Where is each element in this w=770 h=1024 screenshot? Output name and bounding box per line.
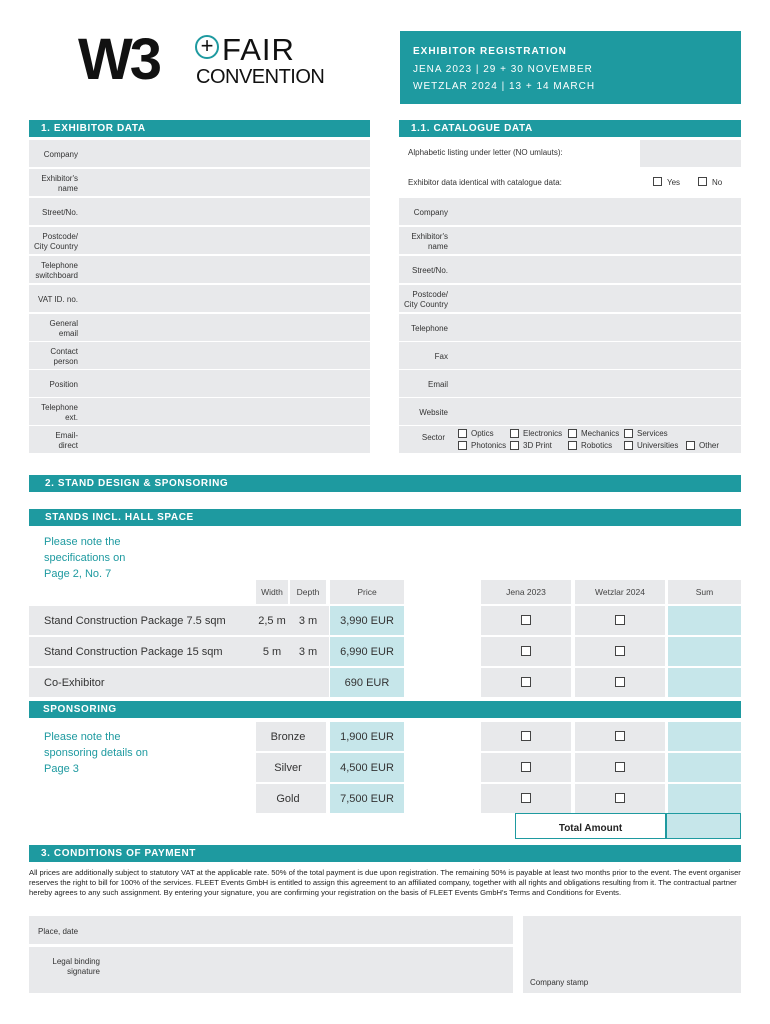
stand-width <box>256 668 288 697</box>
sector-label-services: Services <box>637 429 668 438</box>
jena-checkbox[interactable] <box>521 615 531 625</box>
exhibitor-field-label: Contact person <box>50 347 78 366</box>
place-date-label: Place, date <box>38 927 79 936</box>
sector-checkbox[interactable] <box>458 429 467 438</box>
jena-header: Jena 2023 <box>481 580 571 604</box>
jena-checkbox[interactable] <box>521 646 531 656</box>
sector-checkbox[interactable] <box>568 441 577 450</box>
exhibitor-field[interactable] <box>29 370 370 397</box>
wetzlar-checkbox[interactable] <box>615 646 625 656</box>
payment-conditions-text: All prices are additionally subject to statutory VAT at the applicable rate. 50% of the total payment is due upon registration. The remaining 50% is payable at least two months prior to the event. The event organiser reserves the right to bill for 100% of the services. FLEET Events GmbH is entitled to assign this agreement to an affiliated company, together with all rights and obligations resulting from it. The contractual partner hereby agrees to any such assignment. By entering your signature, you are confirming your registration on the basis of FLEET Events GmbH's Terms and Conditions for Events. <box>29 868 741 898</box>
stand-name: Stand Construction Package 7.5 sqm <box>44 614 226 627</box>
stand-price: 690 EUR <box>330 668 404 697</box>
place-date-field[interactable] <box>29 916 513 944</box>
catalogue-field-label: Company <box>413 208 448 217</box>
sector-label-other: Other <box>699 441 720 450</box>
logo <box>78 27 338 95</box>
exhibitor-field[interactable] <box>29 256 370 283</box>
no-checkbox[interactable] <box>698 177 707 186</box>
sponsor-price: 1,900 EUR <box>330 722 404 751</box>
sector-label-mechanics: Mechanics <box>581 429 620 438</box>
exhibitor-field[interactable] <box>29 398 370 425</box>
logo-w3: W3 <box>78 27 159 92</box>
catalogue-field[interactable] <box>399 342 741 369</box>
depth-header: Depth <box>290 580 326 604</box>
wetzlar-header: Wetzlar 2024 <box>575 580 665 604</box>
exhibitor-field[interactable] <box>29 169 370 196</box>
total-label: Total Amount <box>558 822 623 834</box>
sponsor-tier: Bronze <box>270 730 306 743</box>
exhibitor-field-label: Exhibitor's name <box>41 174 78 193</box>
alphabetic-input[interactable] <box>640 140 741 167</box>
exhibitor-field-label: Email- direct <box>55 431 78 450</box>
exhibitor-field-label: General email <box>49 319 78 338</box>
section11-title: 1.1. CATALOGUE DATA <box>399 120 741 137</box>
catalogue-field-label: Email <box>427 380 448 389</box>
section3-title: 3. CONDITIONS OF PAYMENT <box>29 845 741 862</box>
header-jena: JENA 2023 | 29 + 30 NOVEMBER <box>413 64 593 75</box>
alphabetic-label: Alphabetic listing under letter (NO umlauts): <box>408 148 563 157</box>
sector-checkbox[interactable] <box>510 429 519 438</box>
catalogue-field-label: Street/No. <box>411 266 448 275</box>
sponsor-tier: Silver <box>274 761 302 774</box>
logo-convention: CONVENTION <box>196 66 325 88</box>
catalogue-field-label: Exhibitor's name <box>411 232 448 251</box>
exhibitor-field-label: VAT ID. no. <box>37 295 78 304</box>
sponsor-price: 7,500 EUR <box>330 784 404 813</box>
no-label: No <box>712 178 723 187</box>
exhibitor-field-label: Position <box>49 380 78 389</box>
sector-checkbox[interactable] <box>624 429 633 438</box>
catalogue-field[interactable] <box>399 285 741 312</box>
stand-name: Co-Exhibitor <box>44 676 105 689</box>
logo-plus: + <box>200 33 214 58</box>
stand-depth: 3 m <box>298 614 318 627</box>
catalogue-field-label: Website <box>419 408 448 417</box>
sector-checkbox[interactable] <box>686 441 695 450</box>
sum-field[interactable] <box>668 606 741 635</box>
sponsoring-title: SPONSORING <box>29 701 741 718</box>
sum-header: Sum <box>668 580 741 604</box>
catalogue-field[interactable] <box>399 370 741 397</box>
signature-label: Legal binding signature <box>52 957 100 976</box>
exhibitor-field-label: Street/No. <box>41 208 78 217</box>
catalogue-field[interactable] <box>399 314 741 341</box>
jena-checkbox[interactable] <box>521 793 531 803</box>
sum-field[interactable] <box>668 784 741 813</box>
catalogue-field-label: Telephone <box>411 324 448 333</box>
sponsor-tier: Gold <box>276 792 300 805</box>
header-box <box>400 31 741 104</box>
exhibitor-field[interactable] <box>29 426 370 453</box>
jena-checkbox[interactable] <box>521 731 531 741</box>
identical-label: Exhibitor data identical with catalogue data: <box>408 178 562 187</box>
stand-depth: 3 m <box>298 645 318 658</box>
sector-label-photonics: Photonics <box>471 441 507 450</box>
stand-price: 6,990 EUR <box>330 637 404 666</box>
exhibitor-field-label: Telephone ext. <box>41 403 78 422</box>
wetzlar-checkbox[interactable] <box>615 731 625 741</box>
jena-checkbox[interactable] <box>521 677 531 687</box>
catalogue-field-label: Fax <box>434 352 448 361</box>
catalogue-field-label: Postcode/ City Country <box>403 290 448 309</box>
sector-label-optics: Optics <box>471 429 494 438</box>
sector-checkbox[interactable] <box>568 429 577 438</box>
stand-depth <box>290 668 326 697</box>
stands-note: Please note the specifications on Page 2, No. 7 <box>44 536 126 580</box>
sector-checkbox[interactable] <box>624 441 633 450</box>
section2-title: 2. STAND DESIGN & SPONSORING <box>29 475 741 492</box>
sector-checkbox[interactable] <box>458 441 467 450</box>
company-stamp-label: Company stamp <box>530 978 589 987</box>
sum-field[interactable] <box>668 722 741 751</box>
logo-fair: FAIR <box>222 32 295 67</box>
wetzlar-checkbox[interactable] <box>615 615 625 625</box>
width-header: Width <box>256 580 288 604</box>
stand-width: 2,5 m <box>258 614 286 627</box>
sponsor-price: 4,500 EUR <box>330 753 404 782</box>
catalogue-field[interactable] <box>399 227 741 254</box>
sponsoring-note: Please note the sponsoring details on Page 3 <box>44 731 148 775</box>
sum-field[interactable] <box>668 637 741 666</box>
exhibitor-field[interactable] <box>29 314 370 341</box>
exhibitor-field[interactable] <box>29 342 370 369</box>
catalogue-field[interactable] <box>399 256 741 283</box>
stand-name: Stand Construction Package 15 sqm <box>44 645 223 658</box>
exhibitor-field[interactable] <box>29 198 370 225</box>
total-amount-field[interactable] <box>666 813 741 839</box>
wetzlar-checkbox[interactable] <box>615 793 625 803</box>
stand-width: 5 m <box>262 645 282 658</box>
exhibitor-field-label: Postcode/ City Country <box>33 232 78 251</box>
catalogue-field[interactable] <box>399 198 741 225</box>
sector-label-3d-print: 3D Print <box>523 441 552 450</box>
price-header: Price <box>330 580 404 604</box>
header-wetzlar: WETZLAR 2024 | 13 + 14 MARCH <box>413 81 596 92</box>
sum-field[interactable] <box>668 753 741 782</box>
sum-field[interactable] <box>668 668 741 697</box>
yes-checkbox[interactable] <box>653 177 662 186</box>
stands-title: STANDS INCL. HALL SPACE <box>29 509 741 526</box>
jena-checkbox[interactable] <box>521 762 531 772</box>
total-label-box <box>515 813 666 839</box>
exhibitor-field-label: Telephone switchboard <box>35 261 78 280</box>
sector-checkbox[interactable] <box>510 441 519 450</box>
yes-label: Yes <box>667 178 681 187</box>
wetzlar-checkbox[interactable] <box>615 762 625 772</box>
sector-label-universities: Universities <box>637 441 679 450</box>
exhibitor-field[interactable] <box>29 227 370 254</box>
sector-label: Sector <box>421 433 445 442</box>
exhibitor-field[interactable] <box>29 140 370 167</box>
exhibitor-field-label: Company <box>43 150 78 159</box>
sector-label-robotics: Robotics <box>581 441 613 450</box>
sector-label-electronics: Electronics <box>523 429 563 438</box>
header-title: EXHIBITOR REGISTRATION <box>413 46 567 57</box>
signature-field[interactable] <box>29 947 513 993</box>
wetzlar-checkbox[interactable] <box>615 677 625 687</box>
catalogue-field[interactable] <box>399 398 741 425</box>
section1-title: 1. EXHIBITOR DATA <box>29 120 370 137</box>
exhibitor-field[interactable] <box>29 285 370 312</box>
stand-price: 3,990 EUR <box>330 606 404 635</box>
